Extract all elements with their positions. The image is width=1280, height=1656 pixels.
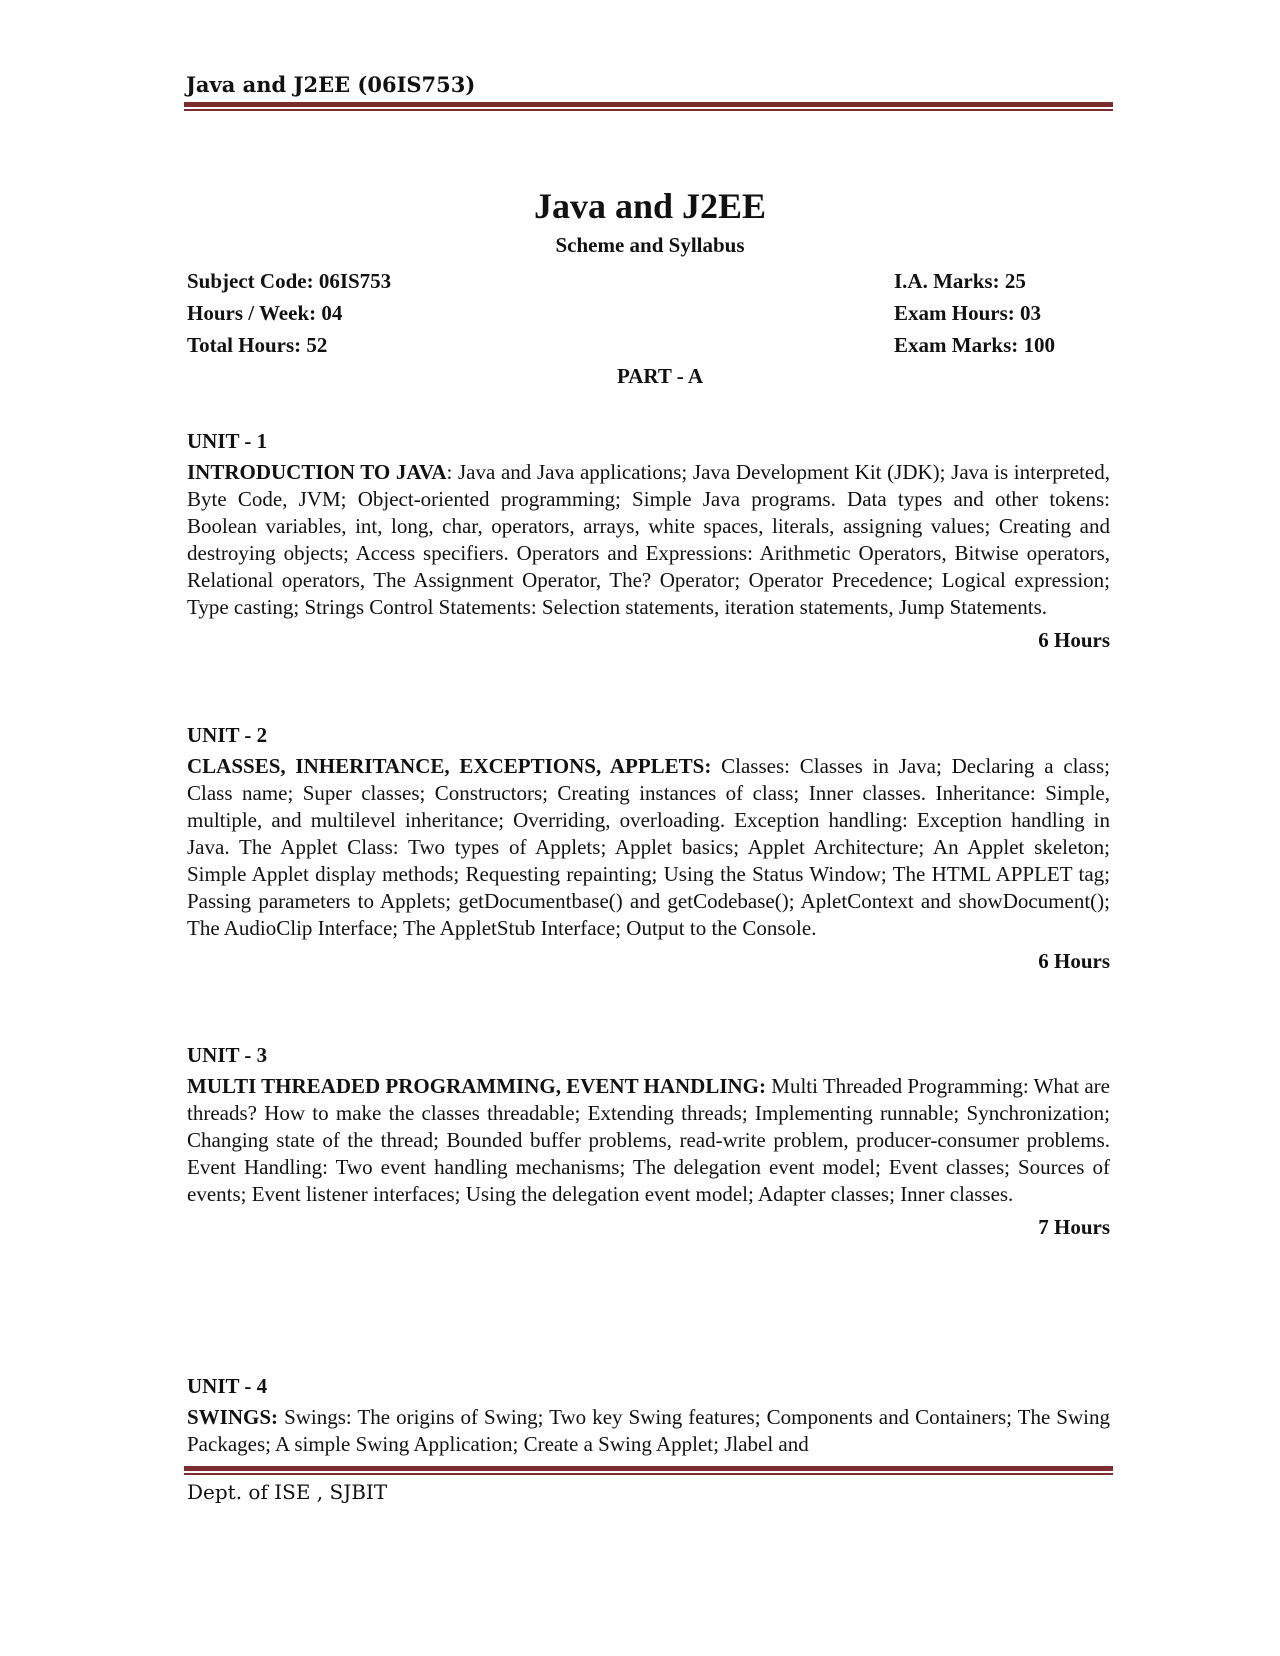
meta-right-column bbox=[894, 265, 1055, 361]
part-label: PART - A bbox=[617, 364, 703, 388]
unit-topic: INTRODUCTION TO JAVA bbox=[187, 460, 447, 484]
unit-topic: CLASSES, INHERITANCE, EXCEPTIONS, APPLETS: bbox=[187, 754, 712, 778]
document-title: Java and J2EE bbox=[533, 186, 767, 226]
unit-section bbox=[187, 1373, 1110, 1458]
unit-heading: UNIT - 3 bbox=[187, 1043, 268, 1067]
exam-marks: Exam Marks: 100 bbox=[894, 333, 1055, 357]
unit-text: Swings: The origins of Swing; Two key Swing features; Components and Containers; The Swing Packages; A simple Swing Application; Create a Swing Applet; Jlabel and bbox=[187, 1405, 1110, 1456]
unit-body bbox=[187, 459, 1110, 621]
unit-body bbox=[187, 753, 1110, 942]
document-subtitle: Scheme and Syllabus bbox=[555, 233, 745, 257]
unit-hours: 6 Hours bbox=[1038, 628, 1110, 652]
unit-body bbox=[187, 1404, 1110, 1458]
unit-heading: UNIT - 1 bbox=[187, 429, 268, 453]
unit-topic: MULTI THREADED PROGRAMMING, EVENT HANDLING: bbox=[187, 1074, 766, 1098]
unit-text: : Java and Java applications; Java Development Kit (JDK); Java is interpreted, Byte Code, JVM; Object-oriented programming; Simple Java programs. Data types and other tokens: Boolean variables, int, long, char, operators, arrays, white spaces, literals, assigning values; Creating and destroying objects; Access specifiers. Operators and Expressions: Arithmetic Operators, Bitwise operators, Relational operators, The Assignment Operator, The? Operator; Operator Precedence; Logical expression; Type casting; Strings Control Statements: Selection statements, iteration statements, Jump Statements. bbox=[187, 460, 1111, 619]
meta-left-column bbox=[187, 265, 391, 361]
unit-text: Multi Threaded Programming: What are threads? How to make the classes threadable; Extending threads; Implementing runnable; Synchronization; Changing state of the thread; Bounded buffer problems, read-write problem, producer-consumer problems. Event Handling: Two event handling mechanisms; The delegation event model; Event classes; Sources of events; Event listener interfaces; Using the delegation event model; Adapter classes; Inner classes. bbox=[187, 1074, 1110, 1206]
footer-rule bbox=[184, 1466, 1113, 1475]
unit-section bbox=[187, 1042, 1110, 1241]
ia-marks: I.A. Marks: 25 bbox=[894, 269, 1026, 293]
unit-hours: 7 Hours bbox=[1038, 1215, 1110, 1239]
running-footer: Dept. of ISE , SJBIT bbox=[187, 1480, 388, 1504]
total-hours: Total Hours: 52 bbox=[187, 333, 328, 357]
unit-topic: SWINGS: bbox=[187, 1405, 279, 1429]
unit-text: Classes: Classes in Java; Declaring a class; Class name; Super classes; Constructors; Creating instances of class; Inner classes. Inheritance: Simple, multiple, and multilevel inheritance; Overriding, overloading. Exception handling: Exception handling in Java. The Applet Class: Two types of Applets; Applet basics; Applet Architecture; An Applet skeleton; Simple Applet display methods; Requesting repainting; Using the Status Window; The HTML APPLET tag; Passing parameters to Applets; getDocumentbase() and getCodebase(); ApletContext and showDocument(); The AudioClip Interface; The AppletStub Interface; Output to the Console. bbox=[187, 754, 1110, 940]
hours-per-week: Hours / Week: 04 bbox=[187, 301, 343, 325]
unit-hours: 6 Hours bbox=[1038, 949, 1110, 973]
unit-heading: UNIT - 2 bbox=[187, 723, 268, 747]
unit-section bbox=[187, 722, 1110, 975]
unit-body bbox=[187, 1073, 1110, 1208]
running-header: Java and J2EE (06IS753) bbox=[186, 72, 476, 97]
unit-section bbox=[187, 428, 1110, 654]
unit-heading: UNIT - 4 bbox=[187, 1374, 268, 1398]
subject-code: Subject Code: 06IS753 bbox=[187, 269, 392, 293]
exam-hours: Exam Hours: 03 bbox=[894, 301, 1041, 325]
header-rule bbox=[184, 102, 1113, 111]
